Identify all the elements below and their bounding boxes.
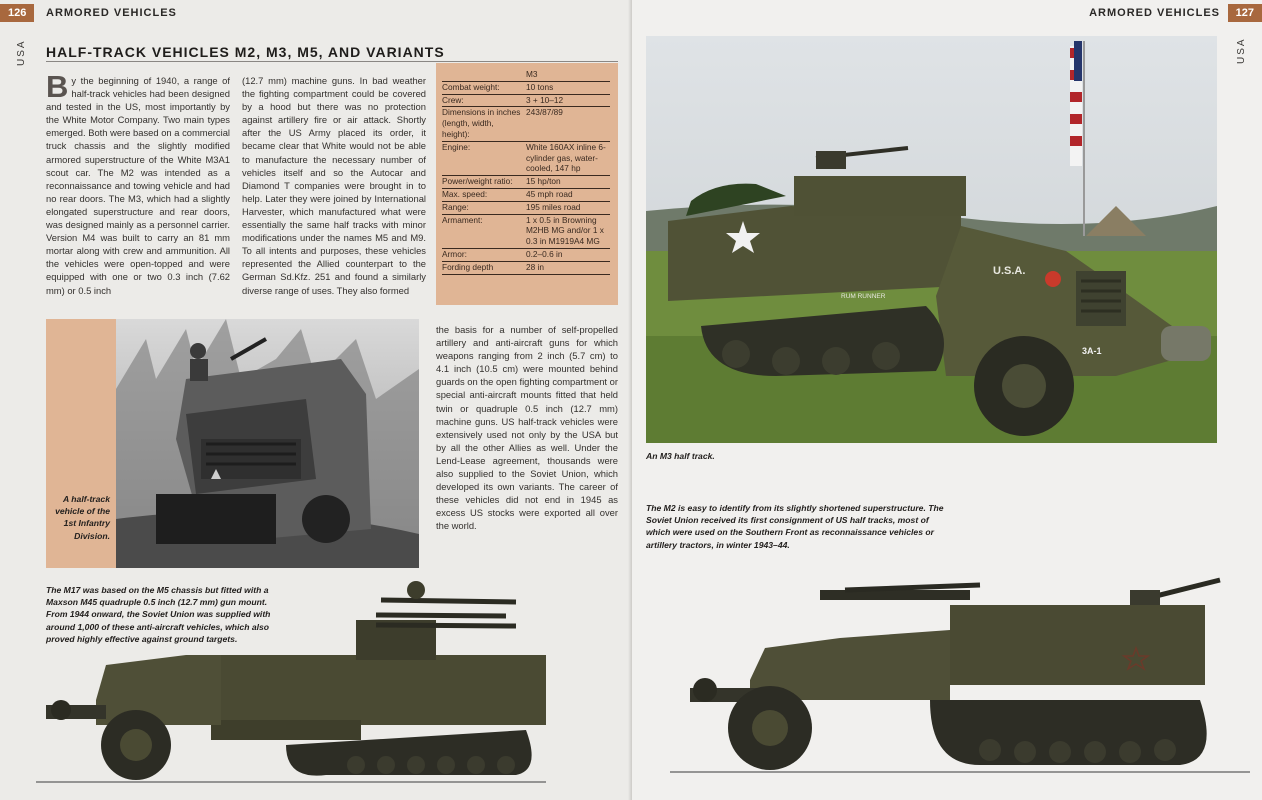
running-head-right: ARMORED VEHICLES: [1089, 7, 1220, 19]
spec-row: [442, 201, 610, 214]
spec-value: 45 mph road: [526, 188, 610, 201]
page-number-right: 127: [1228, 4, 1262, 22]
body-text-1: y the beginning of 1940, a range of half-track vehicles had been designed and tested in the US, most importantly by the White Motor Company. Two main types emerged. Both were based on a commercial truck chassis and the slightly modified armored superstructure of the White M3A1 scout car. The M2 was intended as a reconnaissance and towing vehicle and had no rear doors. The M3, which had a slightly elongated superstructure and rear doors, was designed mainly as a personnel carrier. Version M4 was built to carry an 81 mm mortar along with crew and ammunition. All the vehicles were open-topped and were equipped with one or two 0.3 inch (7.62 mm) or 0.5 inch: [46, 75, 230, 296]
m3-color-photo: [646, 36, 1217, 443]
bw-halftrack-photo: [116, 319, 419, 568]
spec-table: [442, 69, 610, 275]
spec-row: [442, 261, 610, 274]
m3-caption: An M3 half track.: [646, 451, 715, 461]
spec-key: Power/weight ratio:: [442, 176, 526, 189]
heading-rule: [46, 61, 618, 62]
side-label-left: USA: [16, 39, 27, 66]
spec-row: [442, 188, 610, 201]
side-label-right: USA: [1236, 37, 1247, 64]
spec-row: [442, 176, 610, 189]
spec-value: 3 + 10–12: [526, 94, 610, 107]
hood-marking: U.S.A.: [993, 265, 1026, 277]
spec-key: Range:: [442, 201, 526, 214]
spec-key: Dimensions in inches (length, width, height):: [442, 107, 526, 141]
spec-key: Crew:: [442, 94, 526, 107]
spec-row: [442, 248, 610, 261]
body-column-1: [46, 69, 230, 297]
article-heading: HALF-TRACK VEHICLES M2, M3, M5, AND VARIANTS: [46, 44, 445, 60]
spec-row: [442, 214, 610, 248]
spec-row: [442, 81, 610, 94]
spec-header-row: [442, 69, 610, 81]
body-column-3: the basis for a number of self-propelled artillery and anti-aircraft guns for which weapons ranging from 2 inch (5.7 cm) to 4.1 inch (10.5 cm) were mounted behind guards on the open fighting compartment or special anti-aircraft mounts fitted that held twin or quadruple 0.5 inch (12.7 mm) machine guns. US half-track vehicles were extensively used not only by the USA but by all the other Allies as well. Under the Lend-Lease agreement, thousands were also supplied to the Soviet Union, which developed its own variants. The career of these vehicles did not end in 1945 as excess US stocks were exported all over the world.: [436, 324, 618, 532]
bw-photo-caption: A half-track vehicle of the 1st Infantry Division.: [55, 494, 110, 541]
spec-row: [442, 94, 610, 107]
spec-value: 28 in: [526, 261, 610, 274]
bumper-marking: 3A-1: [1082, 346, 1102, 356]
spec-value: 10 tons: [526, 81, 610, 94]
spec-value: 1 x 0.5 in Browning M2HB MG and/or 1 x 0.3 in M1919A4 MG: [526, 214, 610, 248]
right-page: [632, 0, 1262, 800]
side-marking: RUM RUNNER: [841, 293, 886, 300]
m2-illustration: [660, 560, 1250, 790]
spec-key: Armor:: [442, 248, 526, 261]
m2-caption: The M2 is easy to identify from its slightly shortened superstructure. The Soviet Union received its first consignment of US half tracks, most of which were used on the Southern Front as reconnaissance vehicles or artillery tractors, in winter 1943–44.: [646, 503, 944, 550]
spec-key: Armament:: [442, 214, 526, 248]
running-head-left: ARMORED VEHICLES: [46, 7, 177, 19]
spec-key: Fording depth: [442, 261, 526, 274]
spec-row: [442, 107, 610, 141]
spec-value: 195 miles road: [526, 201, 610, 214]
spec-value: 0.2–0.6 in: [526, 248, 610, 261]
drop-cap: B: [46, 69, 69, 104]
m17-illustration: [36, 560, 556, 790]
spec-row: [442, 141, 610, 175]
spec-value: 15 hp/ton: [526, 176, 610, 189]
spec-header: M3: [526, 69, 610, 81]
spec-key: Max. speed:: [442, 188, 526, 201]
spec-value: White 160AX inline 6-cylinder gas, water-cooled, 147 hp: [526, 141, 610, 175]
body-column-2: (12.7 mm) machine guns. In bad weather the fighting compartment could be covered by a hood but there was no protection against artillery fire or air attack. Shortly after the US Army placed its order, it became clear that White would not be able to manufacture the necessary number of vehicles itself and so the Autocar and Diamond T companies were brought in to help. Later they were joined by International Harvester, which manufactured what were essentially the same half tracks with minor modifications under the names M5 and M9. To all intents and purposes, these vehicles represented the Allied counterpart to the German Sd.Kfz. 251 and found a similarly diverse range of uses. They also formed: [242, 75, 426, 296]
spec-table-box: [436, 63, 618, 305]
spec-value: 243/87/89: [526, 107, 610, 141]
spec-key: Engine:: [442, 141, 526, 175]
spec-key: Combat weight:: [442, 81, 526, 94]
page-number-left: 126: [0, 4, 34, 22]
m17-caption: The M17 was based on the M5 chassis but fitted with a Maxson M45 quadruple 0.5 inch (12.7 mm) gun mount. From 1944 onward, the Soviet Union was supplied with around 1,000 of these anti-aircraft vehicles, which also proved highly effective against ground targets.: [46, 585, 271, 644]
